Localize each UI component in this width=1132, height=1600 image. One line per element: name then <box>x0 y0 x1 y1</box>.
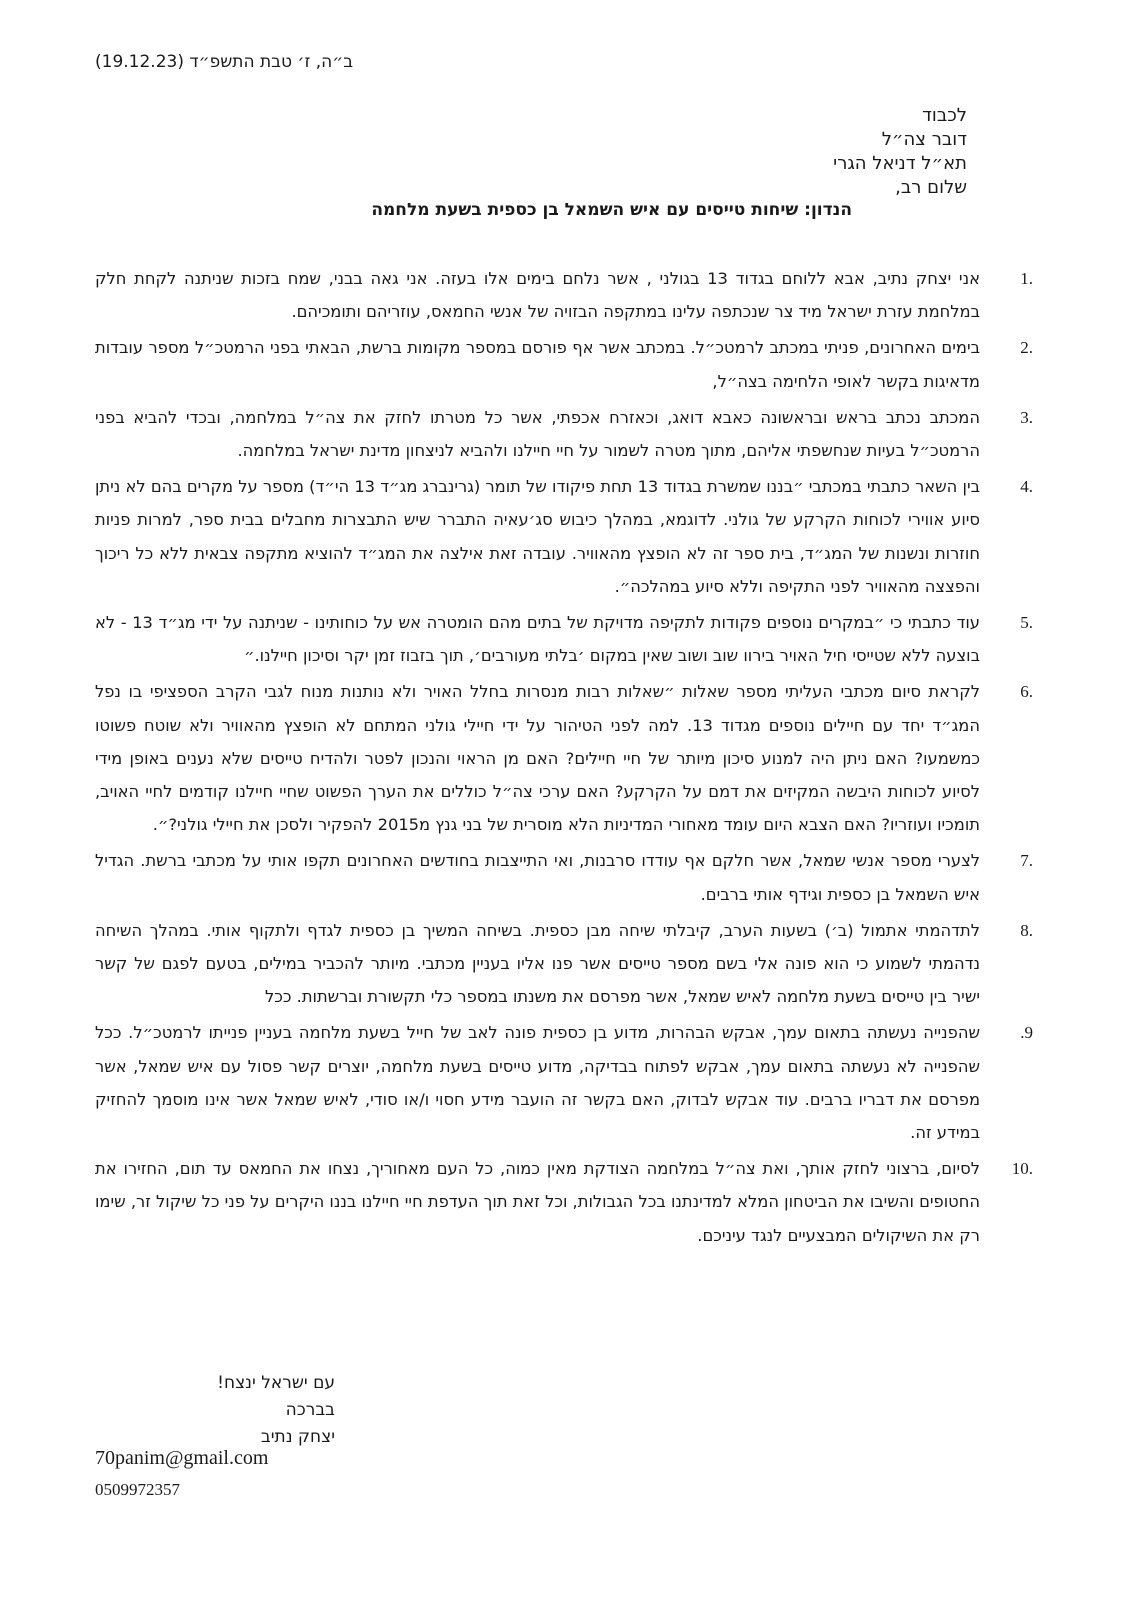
addressee-block <box>707 104 967 200</box>
contact-phone: 0509972357 <box>95 1480 180 1499</box>
numbered-paragraph <box>95 606 1033 672</box>
numbered-paragraph <box>95 331 1033 397</box>
addressee-line: לכבוד <box>922 105 967 126</box>
paragraph-text: לסיום, ברצוני לחזק אותך, ואת צה״ל במלחמה הצודקת מאין כמוה, כל העם מאחוריך, נצחו את החמאס עד תום, החזירו את החטופים והשיבו את הביטחון המלא למדינתנו בכל הגבולות, וכל זאת תוך העדפת חיי חיילנו בננו היקרים על פני כל שיקול זר, שימו רק את השיקולים המבצעיים לנגד עיניכם. <box>95 1159 980 1245</box>
paragraph-number: 6. <box>1020 682 1033 702</box>
paragraph-text: לתדהמתי אתמול (ב׳) בשעות הערב, קיבלתי שיחה מבן כספית. בשיחה המשיך בן כספית לגדף ולתקוף אותי. במהלך השיחה נדהמתי לשמוע כי הוא פונה אלי בשם מספר טייסים אשר פנו אליו בעניין מכתבי. מיותר להכביר במילים, בטעם לפגם של קשר ישיר בין טייסים בשעת מלחמה לאיש שמאל, אשר מפרסם את משנתו במספר כלי תקשורת וברשתות. ככל <box>95 920 980 1007</box>
paragraph-number: 4. <box>1020 477 1033 497</box>
paragraph-text: בין השאר כתבתי במכתבי ״בננו שמשרת בגדוד 13 תחת פיקודו של תומר (גרינברג מג״ד 13 הי״ד) מספר על מקרים בהם לא ניתן סיוע אווירי לכוחות הקרקע של גולני. לדוגמא, במהלך כיבוש סג׳עאיה התברר שיש התבצרות מחבלים בבית ספר, למרות פניות חוזרות ונשנות של המג״ד, בית ספר זה לא הופצץ מהאוויר. עובדה זאת אילצה את המג״ד להוציא מתקפה צבאית ללא כל ריכוך והפצצה מהאוויר לפני התקיפה וללא סיוע במהלכה״. <box>95 477 980 596</box>
numbered-paragraph <box>95 914 1033 1014</box>
paragraph-number: 5. <box>1020 613 1033 633</box>
numbered-paragraph <box>95 262 1033 328</box>
numbered-paragraph <box>95 675 1033 841</box>
paragraph-text: לקראת סיום מכתבי העליתי מספר שאלות ״שאלות רבות מנסרות בחלל האויר ולא נותנות מנוח לגבי הקרב הספציפי בו נפל המג״ד יחד עם חיילים נוספים מגדוד 13. למה לפני הטיהור על ידי חיילי גולני המתחם לא הופצץ מהאוויר ולא שוטח פשוטו כמשמעו? האם ניתן היה למנוע סיכון מיותר של חיי חיילים? האם מן הראוי והנכון לפטר ולהדיח טייסים שלא נענים באופן מידי לסיוע לכוחות היבשה המקיזים את דמם על הקרקע? האם ערכי צה״ל כוללים את הערך הפשוט שחיי חיילנו קודמים לחיי האויב, תומכיו ועוזריו? האם הצבא היום עומד מאחורי המדיניות הלא מוסרית של בני גנץ מ2015 להפקיר ולסכן את חיילי גולני?״. <box>95 682 980 835</box>
signer-name: יצחק נתיב <box>260 1427 335 1447</box>
paragraph-number: .9 <box>1020 1023 1033 1043</box>
addressee-line: תא״ל דניאל הגרי <box>833 153 967 174</box>
greeting-line: שלום רב, <box>895 177 967 198</box>
numbered-paragraph <box>95 1152 1033 1252</box>
subject-line: הנדון: שיחות טייסים עם איש השמאל בן כספית בשעת מלחמה <box>371 200 852 220</box>
numbered-paragraph <box>95 401 1033 467</box>
paragraph-number: 8. <box>1020 920 1033 940</box>
letter-body <box>95 262 1033 1255</box>
closing-slogan: עם ישראל ינצח! <box>217 1373 335 1393</box>
paragraph-text: לצערי מספר אנשי שמאל, אשר חלקם אף עודדו סרבנות, ואי התייצבות בחודשים האחרונים תקפו אותי על מכתבי ברשת. הגדיל איש השמאל בן כספית וגידף אותי ברבים. <box>95 851 980 904</box>
addressee-line: דובר צה״ל <box>881 129 967 150</box>
paragraph-number: 1. <box>1020 269 1033 288</box>
contact-email[interactable]: 70panim@gmail.com <box>95 1447 269 1469</box>
paragraph-number: 10. <box>1011 1159 1033 1179</box>
date-line: ב״ה, ז׳ טבת התשפ״ד (19.12.23) <box>95 52 354 72</box>
paragraph-number: 2. <box>1020 338 1033 358</box>
numbered-paragraph <box>95 470 1033 603</box>
paragraph-text: עוד כתבתי כי ״במקרים נוספים פקודות לתקיפה מדויקת של בתים מהם הומטרה אש על כוחותינו - שניתנה על ידי מג״ד 13 - לא בוצעה ללא שטייסי חיל האויר בירוו שוב ושוב שאין במקום ׳בלתי מעורבים׳, תוך בזבוז זמן יקר וסיכון חיילנו.״ <box>95 613 980 666</box>
paragraph-text: אני יצחק נתיב, אבא ללוחם בגדוד 13 בגולני , אשר נלחם בימים אלו בעזה. אני גאה בבני, שמח בזכות שניתנה לקחת חלק במלחמת עזרת ישראל מיד צר שנכתפה עלינו במתקפה הבזויה של אנשי החמאס, עוזריהם ותומכיהם. <box>95 269 980 322</box>
paragraph-number: 3. <box>1020 407 1033 427</box>
paragraph-text: שהפנייה נעשתה בתאום עמך, אבקש הבהרות, מדוע בן כספית פונה לאב של חייל בשעת מלחמה בעניין פנייתו לרמטכ״ל. ככל שהפנייה לא נעשתה בתאום עמך, אבקש לפתוח בבדיקה, מדוע טייסים בשעת מלחמה, יוצרים קשר פסול עם איש שמאל, אשר מפרסם את דבריו ברבים. עוד אבקש לבדוק, האם בקשר זה הועבר מידע חסוי ו/או סודי, לאיש שמאל אשר אינו מוסמך להחזיק במידע זה. <box>95 1023 980 1143</box>
numbered-paragraph <box>95 844 1033 910</box>
numbered-paragraph <box>95 1016 1033 1149</box>
paragraph-text: המכתב נכתב בראש ובראשונה כאבא דואג, וכאזרח אכפתי, אשר כל מטרתו לחזק את צה״ל במלחמה, ובכדי להביא בפני הרמטכ״ל בעיות שנחשפתי אליהם, מתוך מטרה לשמור על חיי חיילנו ולהביא לניצחון מדינת ישראל במלחמה. <box>95 407 980 461</box>
closing-regards: בברכה <box>285 1400 335 1420</box>
paragraph-number: 7. <box>1020 851 1033 871</box>
closing-block <box>95 1370 335 1451</box>
paragraph-text: בימים האחרונים, פניתי במכתב לרמטכ״ל. במכתב אשר אף פורסם במספר מקומות ברשת, הבאתי בפני הרמטכ״ל מספר עובדות מדאיגות בקשר לאופי הלחימה בצה״ל, <box>95 338 980 391</box>
